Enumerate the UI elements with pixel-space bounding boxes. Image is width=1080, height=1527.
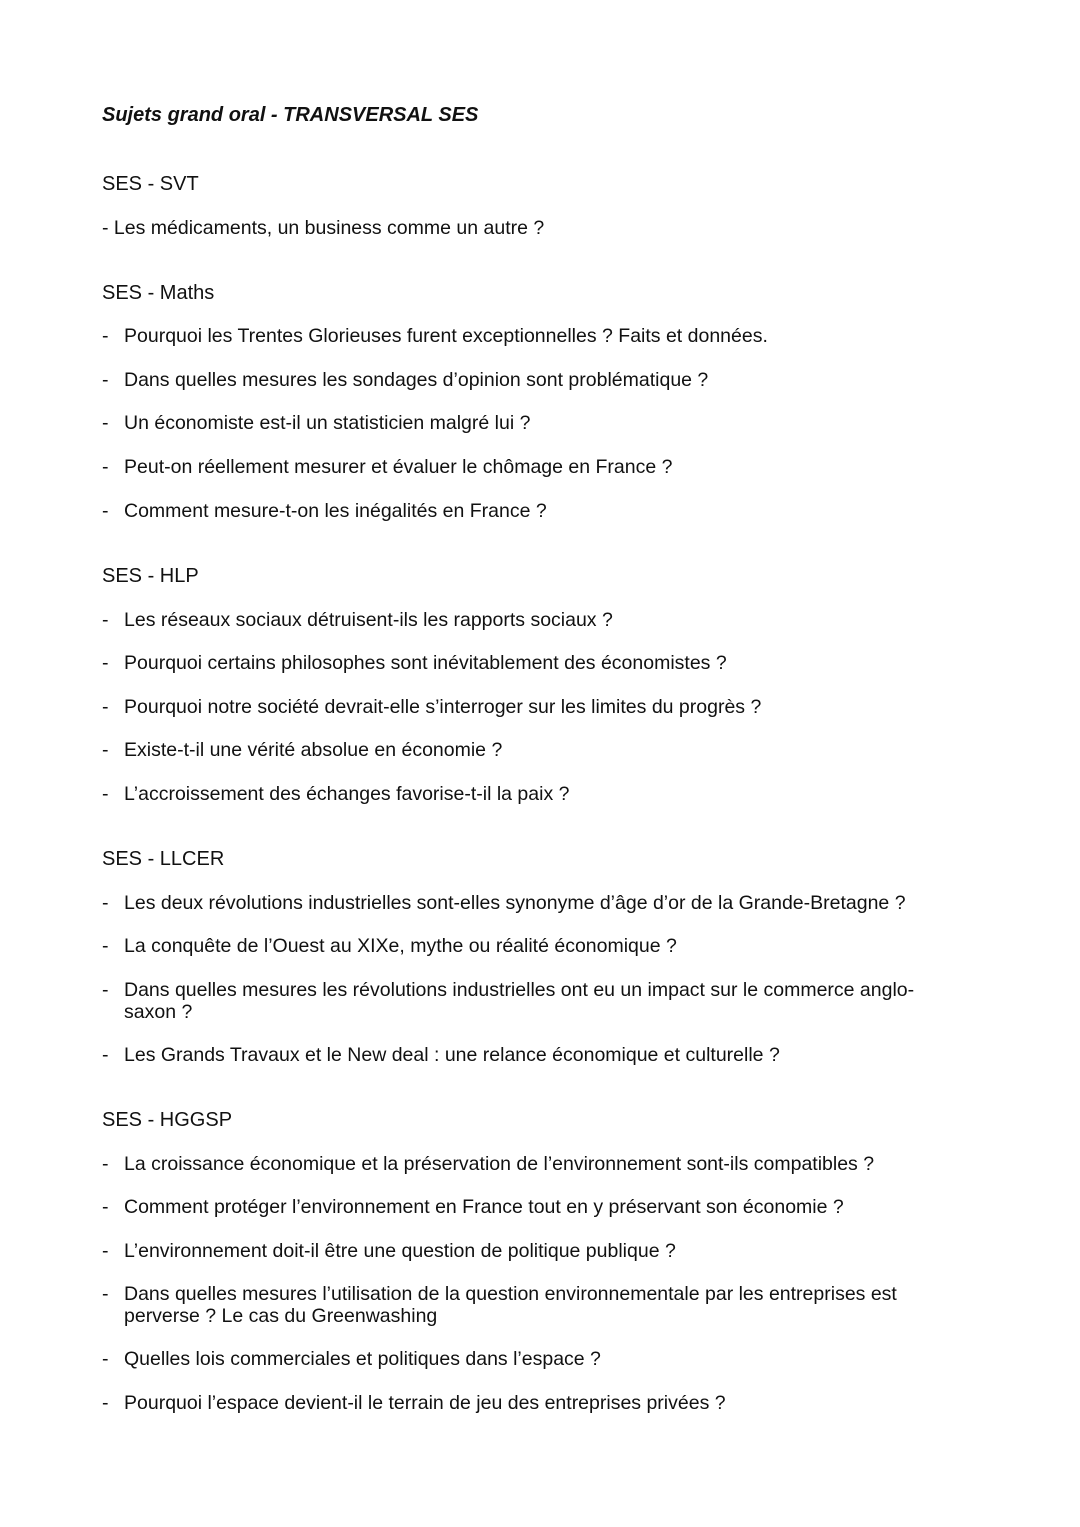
list-item-text: Les réseaux sociaux détruisent-ils les rapports sociaux ? — [124, 609, 613, 631]
list-item — [102, 652, 954, 674]
bullet-dash: - — [102, 696, 109, 718]
list-item-text: Pourquoi les Trentes Glorieuses furent exceptionnelles ? Faits et données. — [124, 325, 768, 347]
list-item-text: Pourquoi certains philosophes sont inévitablement des économistes ? — [124, 652, 727, 674]
document-title: Sujets grand oral - TRANSVERSAL SES — [102, 104, 479, 126]
bullet-dash: - — [102, 783, 109, 805]
bullet-dash: - — [102, 412, 109, 434]
list-item — [102, 739, 954, 761]
section-heading-maths: SES - Maths — [102, 282, 215, 304]
list-item-text: Quelles lois commerciales et politiques dans l’espace ? — [124, 1348, 601, 1370]
section-heading-llcer: SES - LLCER — [102, 848, 225, 870]
list-item-text: La conquête de l’Ouest au XIXe, mythe ou réalité économique ? — [124, 935, 677, 957]
list-item-text: L’accroissement des échanges favorise-t-il la paix ? — [124, 783, 570, 805]
section-heading-hlp: SES - HLP — [102, 565, 199, 587]
bullet-dash: - — [102, 325, 109, 347]
list-item — [102, 1044, 954, 1066]
bullet-dash: - — [102, 1240, 109, 1262]
list-item: - Les médicaments, un business comme un autre ? — [102, 217, 545, 239]
list-item — [102, 456, 954, 478]
list-item-text: Dans quelles mesures les sondages d’opinion sont problématique ? — [124, 369, 709, 391]
list-item — [102, 369, 954, 391]
list-item-text: Les Grands Travaux et le New deal : une relance économique et culturelle ? — [124, 1044, 780, 1066]
bullet-dash: - — [102, 1153, 109, 1175]
list-item-text: Les deux révolutions industrielles sont-elles synonyme d’âge d’or de la Grande-Bretagne ? — [124, 892, 906, 914]
list-item — [102, 412, 954, 434]
list-item — [102, 892, 954, 914]
list-item — [102, 935, 954, 957]
list-item-text: Dans quelles mesures l’utilisation de la question environnementale par les entreprises est perverse ? Le cas du Greenwashing — [124, 1283, 897, 1327]
list-item — [102, 696, 954, 718]
list-item-text: La croissance économique et la préservation de l’environnement sont-ils compatibles ? — [124, 1153, 875, 1175]
bullet-dash: - — [102, 1044, 109, 1066]
bullet-dash: - — [102, 1348, 109, 1370]
list-item-text: Comment protéger l’environnement en France tout en y préservant son économie ? — [124, 1196, 844, 1218]
list-item-text: Peut-on réellement mesurer et évaluer le chômage en France ? — [124, 456, 673, 478]
bullet-dash: - — [102, 652, 109, 674]
bullet-dash: - — [102, 500, 109, 522]
list-item-text: Un économiste est-il un statisticien malgré lui ? — [124, 412, 531, 434]
bullet-dash: - — [102, 609, 109, 631]
list-item-text: Existe-t-il une vérité absolue en économie ? — [124, 739, 503, 761]
list-item-text: L’environnement doit-il être une question de politique publique ? — [124, 1240, 676, 1262]
bullet-dash: - — [102, 739, 109, 761]
section-heading-svt: SES - SVT — [102, 173, 199, 195]
list-item — [102, 500, 954, 522]
list-item — [102, 783, 954, 805]
bullet-dash: - — [102, 1283, 109, 1305]
bullet-dash: - — [102, 892, 109, 914]
list-item — [102, 1348, 954, 1370]
list-item-text: Dans quelles mesures les révolutions industrielles ont eu un impact sur le commerce anglo-saxon ? — [124, 979, 915, 1023]
bullet-dash: - — [102, 979, 109, 1001]
list-item-text: Pourquoi l’espace devient-il le terrain de jeu des entreprises privées ? — [124, 1392, 726, 1414]
list-item — [102, 1392, 954, 1414]
bullet-dash: - — [102, 935, 109, 957]
list-item-text: Comment mesure-t-on les inégalités en France ? — [124, 500, 547, 522]
list-item — [102, 1240, 954, 1262]
list-item — [102, 1283, 954, 1327]
list-item — [102, 1153, 954, 1175]
bullet-dash: - — [102, 1392, 109, 1414]
list-item-text: Pourquoi notre société devrait-elle s’interroger sur les limites du progrès ? — [124, 696, 762, 718]
list-item — [102, 609, 954, 631]
list-item — [102, 979, 954, 1023]
bullet-dash: - — [102, 369, 109, 391]
bullet-dash: - — [102, 1196, 109, 1218]
section-heading-hggsp: SES - HGGSP — [102, 1109, 233, 1131]
list-item — [102, 1196, 954, 1218]
bullet-dash: - — [102, 456, 109, 478]
list-item — [102, 325, 954, 347]
